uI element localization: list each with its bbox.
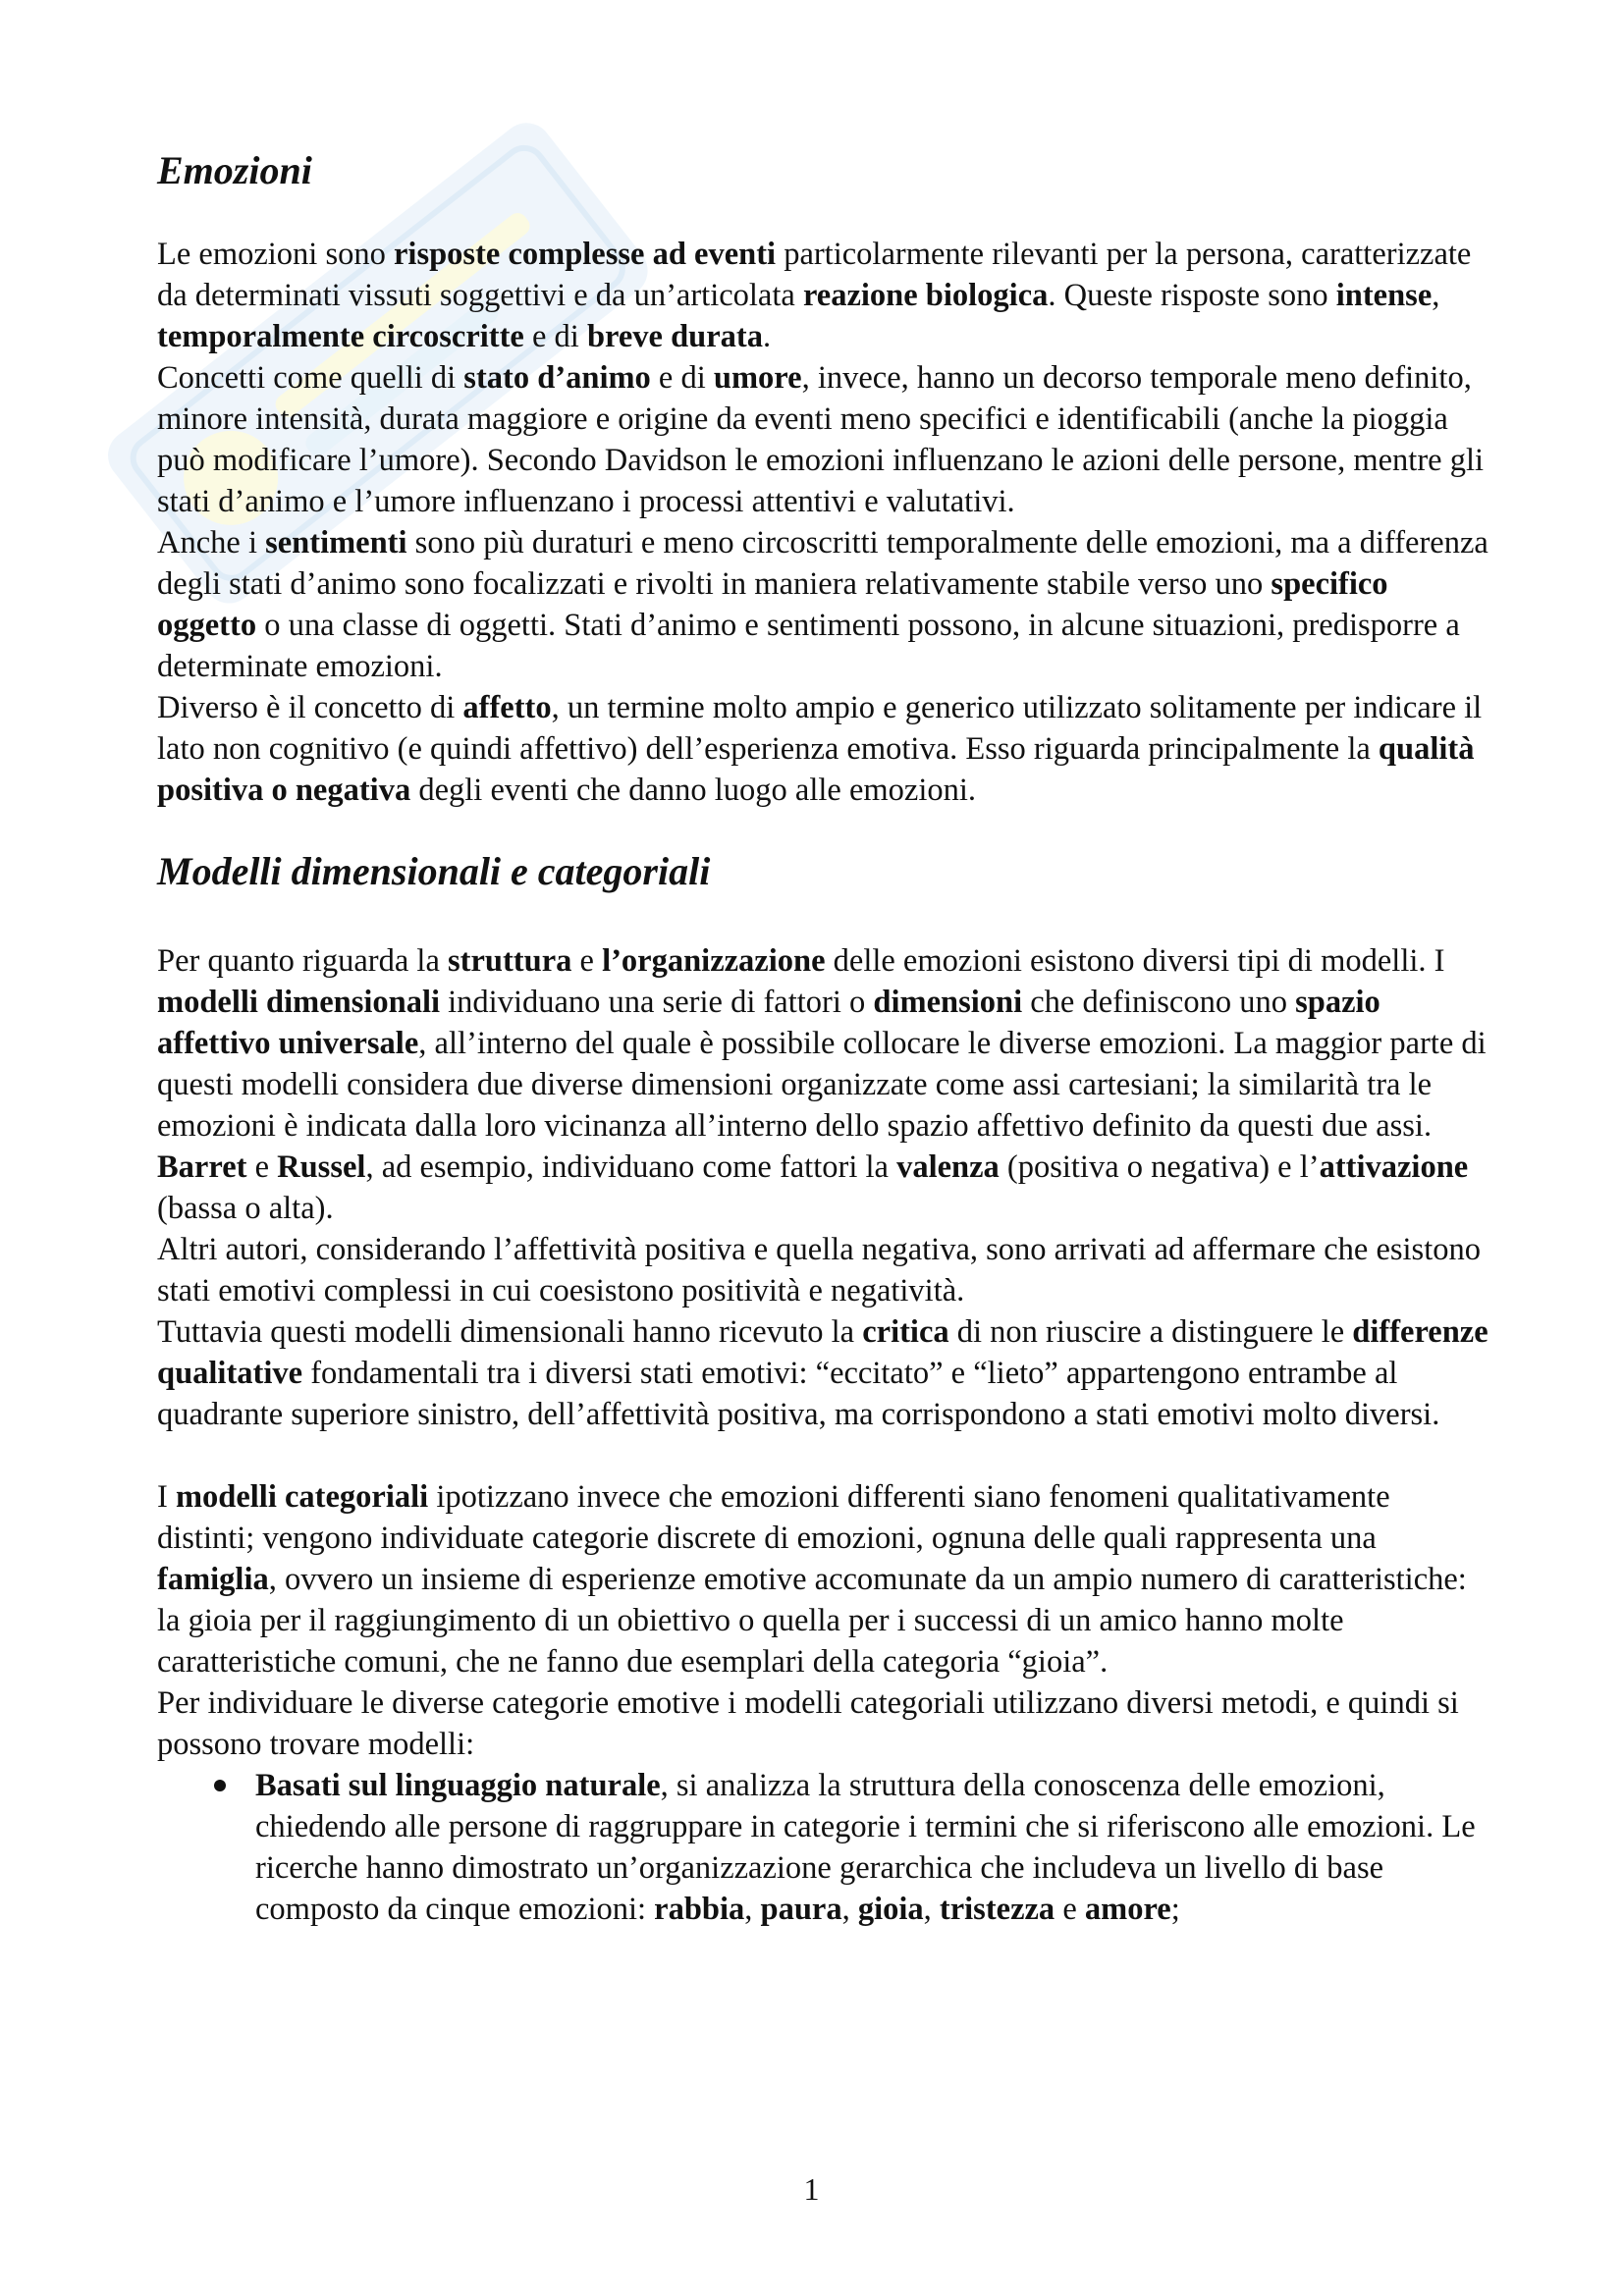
- paragraph: [157, 522, 1492, 687]
- list-item: [255, 1765, 1492, 1930]
- text-run: .: [763, 319, 772, 354]
- text-run: particolarmente rilevanti per la persona, caratterizzate da determinati vissuti soggettivi e da un’articolata: [157, 237, 1472, 313]
- text-run: I: [157, 1479, 176, 1515]
- section-emozioni-body: [157, 234, 1492, 811]
- paragraph: [157, 1682, 1492, 1765]
- bold-term: Basati sul linguaggio naturale: [255, 1768, 661, 1803]
- text-run: , ovvero un insieme di esperienze emotive accomunate da un ampio numero di caratteristiche: la gioia per il raggiungimento di un obiettivo o quella per i successi di un amico hanno molte caratteristiche comuni, che ne fanno due esemplari della categoria “gioia”.: [157, 1562, 1467, 1680]
- paragraph: [157, 940, 1492, 1147]
- bold-term: rabbia: [654, 1892, 745, 1927]
- bold-term: Russel: [277, 1149, 366, 1185]
- text-run: Tuttavia questi modelli dimensionali hanno ricevuto la: [157, 1314, 863, 1350]
- text-run: Per individuare le diverse categorie emotive i modelli categoriali utilizzano diversi metodi, e quindi si possono trovare modelli:: [157, 1685, 1459, 1762]
- text-run: sono più duraturi e meno circoscritti temporalmente delle emozioni, ma a differenza degli stati d’animo sono focalizzati e rivolti in maniera relativamente stabile verso uno: [157, 525, 1488, 602]
- bold-term: qualità positiva o negativa: [157, 731, 1475, 808]
- bold-term: tristezza: [939, 1892, 1055, 1927]
- bold-term: modelli categoriali: [175, 1479, 429, 1515]
- bold-term: famiglia: [157, 1562, 269, 1597]
- section-modelli-body-categorical: [157, 1476, 1492, 1765]
- paragraph: [157, 234, 1492, 357]
- bold-term: sentimenti: [265, 525, 407, 561]
- text-run: e di: [523, 319, 587, 354]
- text-run: e di: [650, 360, 714, 396]
- text-run: ;: [1170, 1892, 1180, 1927]
- bold-term: differenze qualitative: [157, 1314, 1488, 1391]
- bold-term: struttura: [448, 943, 572, 979]
- paragraph: [157, 1147, 1492, 1229]
- text-run: e: [246, 1149, 278, 1185]
- bold-term: amore: [1084, 1892, 1171, 1927]
- text-run: , invece, hanno un decorso temporale meno definito, minore intensità, durata maggiore e origine da eventi meno specifici e identificabili (anche la pioggia può modificare l’umore). Secondo Davidson le emozioni influenzano le azioni delle persone, mentre gli stati d’animo e l’umore influenzano i processi attentivi e valutativi.: [157, 360, 1485, 519]
- text-run: che definiscono uno: [1022, 985, 1296, 1020]
- text-run: degli eventi che danno luogo alle emozioni.: [410, 773, 977, 808]
- paragraph: [157, 1311, 1492, 1435]
- text-run: di non riuscire a distinguere le: [948, 1314, 1353, 1350]
- bold-term: temporalmente circoscritte: [157, 319, 524, 354]
- bold-term: l’organizzazione: [602, 943, 826, 979]
- section-modelli-body-dimensional: [157, 940, 1492, 1435]
- text-run: Per quanto riguarda la: [157, 943, 449, 979]
- text-run: individuano una serie di fattori o: [440, 985, 874, 1020]
- bold-term: risposte complesse ad eventi: [394, 237, 777, 272]
- bold-term: Barret: [157, 1149, 247, 1185]
- text-run: , all’interno del quale è possibile collocare le diverse emozioni. La maggior parte di questi modelli considera due diverse dimensioni organizzate come assi cartesiani; la similarità tra le emozioni è indicata dalla loro vicinanza all’interno dello spazio affettivo definito da questi due assi.: [157, 1026, 1487, 1144]
- bold-term: attivazione: [1319, 1149, 1469, 1185]
- paragraph: [157, 1476, 1492, 1682]
- bold-term: modelli dimensionali: [157, 985, 441, 1020]
- document-page: [157, 147, 1492, 1930]
- text-run: ,: [923, 1892, 940, 1927]
- bold-term: reazione biologica: [802, 278, 1049, 313]
- text-run: (positiva o negativa) e l’: [999, 1149, 1320, 1185]
- bold-term: affetto: [462, 690, 552, 725]
- paragraph: [157, 687, 1492, 811]
- bold-term: specifico oggetto: [157, 566, 1388, 643]
- bold-term: gioia: [857, 1892, 924, 1927]
- text-run: , ad esempio, individuano come fattori la: [365, 1149, 897, 1185]
- bold-term: dimensioni: [873, 985, 1023, 1020]
- text-run: fondamentali tra i diversi stati emotivi: “eccitato” e “lieto” appartengono entrambe al quadrante superiore sinistro, dell’affettività positiva, ma corrispondono a stati emotivi molto diversi.: [157, 1356, 1440, 1432]
- bold-term: critica: [862, 1314, 949, 1350]
- text-run: , un termine molto ampio e generico utilizzato solitamente per indicare il lato non cognitivo (e quindi affettivo) dell’esperienza emotiva. Esso riguarda principalmente la: [157, 690, 1483, 767]
- bold-term: paura: [760, 1892, 842, 1927]
- bullet-list: [157, 1765, 1492, 1930]
- text-run: Anche i: [157, 525, 266, 561]
- text-run: delle emozioni esistono diversi tipi di modelli. I: [825, 943, 1445, 979]
- text-run: e: [1055, 1892, 1085, 1927]
- text-run: e: [571, 943, 603, 979]
- page-number: 1: [803, 2171, 820, 2207]
- bold-term: valenza: [896, 1149, 1000, 1185]
- bold-term: stato d’animo: [463, 360, 651, 396]
- text-run: o una classe di oggetti. Stati d’animo e sentimenti possono, in alcune situazioni, predisporre a determinate emozioni.: [157, 608, 1460, 684]
- text-run: . Queste risposte sono: [1048, 278, 1336, 313]
- text-run: ,: [1432, 278, 1440, 313]
- text-run: ipotizzano invece che emozioni differenti siano fenomeni qualitativamente distinti; vengono individuate categorie discrete di emozioni, ognuna delle quali rappresenta una: [157, 1479, 1390, 1556]
- paragraph: [157, 357, 1492, 522]
- paragraph: [157, 1229, 1492, 1311]
- section-title-emozioni: Emozioni: [157, 148, 312, 192]
- section-title-modelli: Modelli dimensionali e categoriali: [157, 849, 711, 893]
- bold-term: umore: [713, 360, 802, 396]
- text-run: Concetti come quelli di: [157, 360, 464, 396]
- bold-term: breve durata: [586, 319, 764, 354]
- text-run: ,: [744, 1892, 761, 1927]
- text-run: (bassa o alta).: [157, 1191, 334, 1226]
- text-run: Altri autori, considerando l’affettività positiva e quella negativa, sono arrivati ad affermare che esistono stati emotivi complessi in cui coesistono positività e negatività.: [157, 1232, 1481, 1308]
- text-run: Le emozioni sono: [157, 237, 394, 272]
- bold-term: spazio affettivo universale: [157, 985, 1380, 1061]
- text-run: , si analizza la struttura della conoscenza delle emozioni, chiedendo alle persone di raggruppare in categorie i termini che si riferiscono alle emozioni. Le ricerche hanno dimostrato un’organizzazione gerarchica che includeva un livello di base composto da cinque emozioni:: [255, 1768, 1476, 1927]
- text-run: ,: [841, 1892, 858, 1927]
- bold-term: intense: [1335, 278, 1433, 313]
- text-run: Diverso è il concetto di: [157, 690, 463, 725]
